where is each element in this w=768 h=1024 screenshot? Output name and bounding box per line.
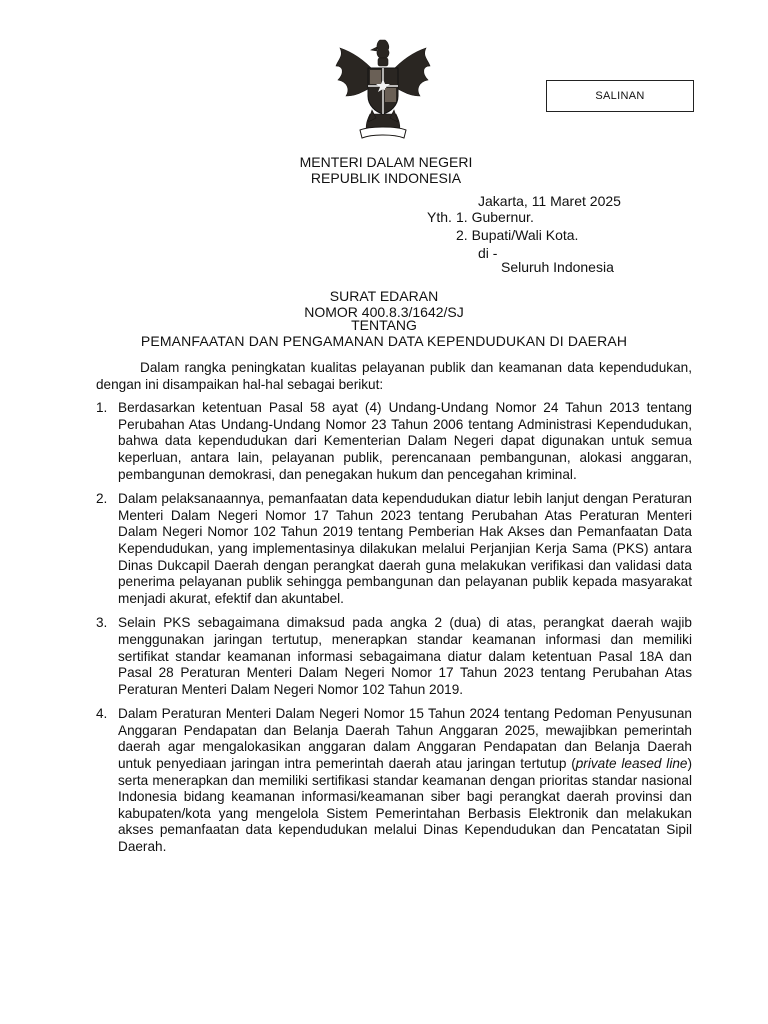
list-item-text-part: Dalam Peraturan Menteri Dalam Negeri Nomor 15 Tahun 2024 tentang Pedoman Penyusunan Anggaran Pendapatan dan Belanja Daerah Tahun Anggaran 2025, mewajibkan pemerintah daerah agar mengalokasikan anggaran dalam Anggaran Pendapatan dan Belanja Daerah untuk penyediaan jaringan intra pemerintah daerah atau jaringan tertutup ( xyxy=(118,706,692,772)
intro-paragraph: Dalam rangka peningkatan kualitas pelayanan publik dan keamanan data kependudukan, dengan ini disampaikan hal-hal sebagai berikut: xyxy=(96,360,692,392)
document-about: TENTANG xyxy=(351,317,417,333)
list-item-text: Dalam pelaksanaannya, pemanfaatan data kependudukan diatur lebih lanjut dengan Peraturan Menteri Dalam Negeri Nomor 17 Tahun 2023 tentang Perubahan Atas Peraturan Menteri Dalam Negeri Nomor 102 Tahun 2019 tentang Pemberian Hak Akses dan Pemanfaatan Data Kependudukan, yang implementasinya dilakukan melalui Perjanjian Kerja Sama (PKS) antara Dinas Dukcapil Daerah dengan perangkat daerah guna melakukan verifikasi dan validasi data penerima pelayanan publik sehingga pembangunan dan pelayanan publik kepada masyarakat menjadi akurat, efektif dan akuntabel. xyxy=(118,491,692,606)
document-type: SURAT EDARAN xyxy=(329,288,439,304)
list-item-number: 1. xyxy=(96,400,108,416)
garuda-emblem-icon xyxy=(330,30,436,146)
list-item-number: 3. xyxy=(96,615,108,631)
list-item-text xyxy=(118,706,692,854)
document-number: NOMOR 400.8.3/1642/SJ xyxy=(304,304,464,320)
list-item-text: Selain PKS sebagaimana dimaksud pada angka 2 (dua) di atas, perangkat daerah wajib menggunakan jaringan tertutup, menerapkan standar keamanan informasi dan memiliki sertifikat standar keamanan informasi sebagaimana diatur dalam ketentuan Pasal 18A dan Pasal 28 Peraturan Menteri Dalam Negeri Nomor 17 Tahun 2023 tentang Perubahan Atas Peraturan Menteri Dalam Negeri Nomor 102 Tahun 2019. xyxy=(118,615,692,697)
letterhead xyxy=(286,154,486,186)
letter-date: Jakarta, 11 Maret 2025 xyxy=(478,193,621,209)
list-item-text: Berdasarkan ketentuan Pasal 58 ayat (4) Undang-Undang Nomor 24 Tahun 2013 tentang Perubahan Atas Undang-Undang Nomor 23 Tahun 2006 tentang Administrasi Kependudukan, bahwa data kependudukan dari Kementerian Dalam Negeri dapat digunakan untuk semua keperluan, antara lain, pelayanan publik, perencanaan pembangunan, alokasi anggaran, pembangunan demokrasi, dan penegakan hukum dan pencegahan kriminal. xyxy=(118,400,692,482)
list-item-italic-term: private leased line xyxy=(575,756,688,772)
list-item xyxy=(96,400,692,483)
recipient-area: Seluruh Indonesia xyxy=(501,259,614,275)
recipient-di: di - xyxy=(478,245,498,261)
list-item xyxy=(96,706,692,855)
recipient-1: 1. Gubernur. xyxy=(456,209,534,225)
list-item xyxy=(96,615,692,698)
salinan-stamp: SALINAN xyxy=(546,80,694,112)
list-item-text-part: ) serta menerapkan dan memiliki sertifikasi standar keamanan dengan prioritas standar nasional Indonesia bidang keamanan informasi/keamanan siber bagi perangkat daerah provinsi dan kabupaten/kota yang mengelola Sistem Pemerintahan Berbasis Elektronik dan melakukan akses pemanfaatan data kependudukan melalui Dinas Kependudukan dan Pencatatan Sipil Daerah. xyxy=(118,756,692,855)
recipient-salutation: Yth. xyxy=(427,209,452,225)
letterhead-line-1: MENTERI DALAM NEGERI xyxy=(299,154,473,170)
list-item xyxy=(96,491,692,607)
recipient-2: 2. Bupati/Wali Kota. xyxy=(456,227,579,243)
letter-body xyxy=(96,360,692,864)
list-item-number: 4. xyxy=(96,706,108,722)
list-item-number: 2. xyxy=(96,491,108,507)
letterhead-line-2: REPUBLIK INDONESIA xyxy=(310,170,462,186)
document-subject: PEMANFAATAN DAN PENGAMANAN DATA KEPENDUDUKAN DI DAERAH xyxy=(140,333,628,349)
